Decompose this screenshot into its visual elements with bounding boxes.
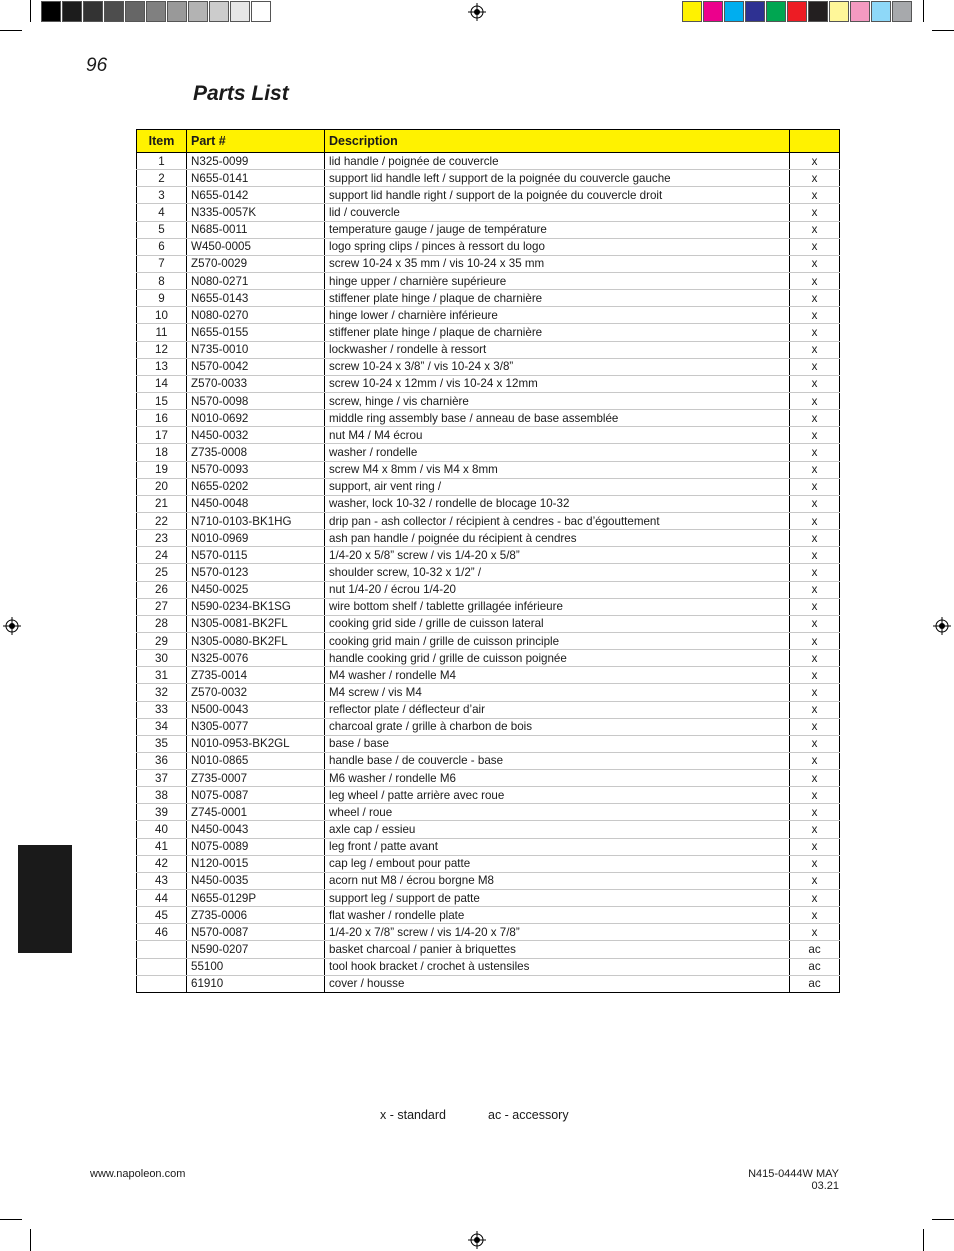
- item-number: 8: [137, 272, 187, 289]
- part-description: cover / housse: [325, 975, 790, 992]
- item-number: 15: [137, 392, 187, 409]
- part-description: temperature gauge / jauge de température: [325, 221, 790, 238]
- table-row: [137, 324, 840, 341]
- part-number: N450-0035: [187, 872, 325, 889]
- table-row: [137, 221, 840, 238]
- part-description: basket charcoal / panier à briquettes: [325, 941, 790, 958]
- part-number: N590-0207: [187, 941, 325, 958]
- part-description: axle cap / essieu: [325, 821, 790, 838]
- part-type-mark: x: [790, 564, 840, 581]
- table-row: [137, 838, 840, 855]
- table-row: [137, 650, 840, 667]
- item-number: 12: [137, 341, 187, 358]
- item-number: 22: [137, 512, 187, 529]
- color-swatch: [787, 1, 807, 22]
- color-swatch: [871, 1, 891, 22]
- part-number: N655-0202: [187, 478, 325, 495]
- part-description: support, air vent ring /: [325, 478, 790, 495]
- part-description: support lid handle left / support de la poignée du couvercle gauche: [325, 170, 790, 187]
- part-description: nut M4 / M4 écrou: [325, 427, 790, 444]
- table-row: [137, 958, 840, 975]
- table-row: [137, 427, 840, 444]
- item-number: [137, 958, 187, 975]
- part-description: reflector plate / déflecteur d’air: [325, 701, 790, 718]
- part-number: N325-0076: [187, 650, 325, 667]
- part-number: 61910: [187, 975, 325, 992]
- item-number: [137, 975, 187, 992]
- part-description: stiffener plate hinge / plaque de charnière: [325, 290, 790, 307]
- table-row: [137, 358, 840, 375]
- part-type-mark: x: [790, 650, 840, 667]
- part-type-mark: x: [790, 307, 840, 324]
- item-number: 2: [137, 170, 187, 187]
- color-swatch: [724, 1, 744, 22]
- part-description: shoulder screw, 10-32 x 1/2” /: [325, 564, 790, 581]
- part-number: N710-0103-BK1HG: [187, 512, 325, 529]
- item-number: 20: [137, 478, 187, 495]
- part-type-mark: x: [790, 392, 840, 409]
- footer-doc-code: N415-0444W MAY 03.21: [748, 1168, 839, 1192]
- part-number: N010-0953-BK2GL: [187, 735, 325, 752]
- crop-mark: [932, 30, 954, 31]
- part-type-mark: x: [790, 907, 840, 924]
- part-description: middle ring assembly base / anneau de base assemblée: [325, 410, 790, 427]
- item-number: 4: [137, 204, 187, 221]
- part-number: N080-0270: [187, 307, 325, 324]
- part-type-mark: x: [790, 718, 840, 735]
- color-swatch: [745, 1, 765, 22]
- part-description: wheel / roue: [325, 804, 790, 821]
- section-tab: [18, 845, 72, 953]
- part-type-mark: ac: [790, 941, 840, 958]
- part-number: N570-0093: [187, 461, 325, 478]
- part-type-mark: x: [790, 855, 840, 872]
- item-number: 11: [137, 324, 187, 341]
- part-type-mark: x: [790, 272, 840, 289]
- part-number: N450-0043: [187, 821, 325, 838]
- item-number: 26: [137, 581, 187, 598]
- part-type-mark: x: [790, 238, 840, 255]
- part-description: wire bottom shelf / tablette grillagée inférieure: [325, 598, 790, 615]
- part-type-mark: x: [790, 187, 840, 204]
- part-description: handle cooking grid / grille de cuisson poignée: [325, 650, 790, 667]
- part-number: Z735-0007: [187, 770, 325, 787]
- table-row: [137, 153, 840, 170]
- table-row: [137, 375, 840, 392]
- item-number: 30: [137, 650, 187, 667]
- item-number: 35: [137, 735, 187, 752]
- table-row: [137, 598, 840, 615]
- color-swatch: [766, 1, 786, 22]
- table-row: [137, 770, 840, 787]
- item-number: 39: [137, 804, 187, 821]
- item-number: 46: [137, 924, 187, 941]
- part-type-mark: x: [790, 838, 840, 855]
- part-description: leg wheel / patte arrière avec roue: [325, 787, 790, 804]
- item-number: 29: [137, 632, 187, 649]
- item-number: [137, 941, 187, 958]
- color-swatch: [230, 1, 250, 22]
- part-number: N500-0043: [187, 701, 325, 718]
- part-number: N570-0042: [187, 358, 325, 375]
- part-type-mark: x: [790, 410, 840, 427]
- color-swatch: [41, 1, 61, 22]
- table-row: [137, 512, 840, 529]
- column-header-mark: [790, 130, 840, 153]
- part-type-mark: x: [790, 375, 840, 392]
- table-row: [137, 290, 840, 307]
- part-description: cooking grid side / grille de cuisson lateral: [325, 615, 790, 632]
- part-number: Z570-0032: [187, 684, 325, 701]
- part-number: N570-0115: [187, 547, 325, 564]
- table-row: [137, 547, 840, 564]
- table-row: [137, 444, 840, 461]
- part-type-mark: x: [790, 701, 840, 718]
- part-description: screw 10-24 x 3/8” / vis 10-24 x 3/8”: [325, 358, 790, 375]
- part-type-mark: x: [790, 804, 840, 821]
- item-number: 37: [137, 770, 187, 787]
- part-number: N120-0015: [187, 855, 325, 872]
- table-row: [137, 187, 840, 204]
- part-number: N735-0010: [187, 341, 325, 358]
- part-type-mark: ac: [790, 958, 840, 975]
- registration-mark-icon: [933, 617, 951, 635]
- part-description: ash pan handle / poignée du récipient à cendres: [325, 530, 790, 547]
- part-number: N075-0089: [187, 838, 325, 855]
- part-number: N655-0141: [187, 170, 325, 187]
- table-row: [137, 804, 840, 821]
- table-row: [137, 735, 840, 752]
- table-row: [137, 975, 840, 992]
- table-row: [137, 632, 840, 649]
- color-swatch: [682, 1, 702, 22]
- part-type-mark: x: [790, 735, 840, 752]
- part-description: M4 screw / vis M4: [325, 684, 790, 701]
- table-row: [137, 581, 840, 598]
- item-number: 7: [137, 255, 187, 272]
- part-number: N305-0077: [187, 718, 325, 735]
- crop-mark: [923, 0, 924, 22]
- item-number: 13: [137, 358, 187, 375]
- part-type-mark: x: [790, 547, 840, 564]
- part-description: stiffener plate hinge / plaque de charnière: [325, 324, 790, 341]
- table-row: [137, 890, 840, 907]
- table-row: [137, 924, 840, 941]
- part-description: lockwasher / rondelle à ressort: [325, 341, 790, 358]
- part-description: leg front / patte avant: [325, 838, 790, 855]
- table-row: [137, 667, 840, 684]
- registration-mark-icon: [3, 617, 21, 635]
- part-type-mark: x: [790, 821, 840, 838]
- column-header-item: Item: [137, 130, 187, 153]
- color-swatch: [146, 1, 166, 22]
- table-header-row: [137, 130, 840, 153]
- part-description: logo spring clips / pinces à ressort du logo: [325, 238, 790, 255]
- table-row: [137, 272, 840, 289]
- part-number: N325-0099: [187, 153, 325, 170]
- color-swatch: [104, 1, 124, 22]
- table-row: [137, 941, 840, 958]
- part-number: Z735-0014: [187, 667, 325, 684]
- item-number: 40: [137, 821, 187, 838]
- item-number: 34: [137, 718, 187, 735]
- part-type-mark: x: [790, 495, 840, 512]
- item-number: 32: [137, 684, 187, 701]
- footer-website: www.napoleon.com: [90, 1168, 186, 1180]
- part-type-mark: x: [790, 890, 840, 907]
- table-row: [137, 392, 840, 409]
- part-type-mark: x: [790, 153, 840, 170]
- part-description: acorn nut M8 / écrou borgne M8: [325, 872, 790, 889]
- part-type-mark: x: [790, 770, 840, 787]
- item-number: 33: [137, 701, 187, 718]
- parts-table: [136, 129, 840, 993]
- part-type-mark: x: [790, 684, 840, 701]
- part-type-mark: x: [790, 427, 840, 444]
- part-description: drip pan - ash collector / récipient à cendres - bac d’égouttement: [325, 512, 790, 529]
- part-number: N655-0155: [187, 324, 325, 341]
- item-number: 5: [137, 221, 187, 238]
- registration-mark-icon: [468, 3, 486, 21]
- part-description: cooking grid main / grille de cuisson principle: [325, 632, 790, 649]
- crop-mark: [0, 1219, 22, 1220]
- item-number: 6: [137, 238, 187, 255]
- part-number: N080-0271: [187, 272, 325, 289]
- part-description: screw 10-24 x 35 mm / vis 10-24 x 35 mm: [325, 255, 790, 272]
- table-row: [137, 307, 840, 324]
- part-number: Z570-0033: [187, 375, 325, 392]
- part-description: 1/4-20 x 5/8” screw / vis 1/4-20 x 5/8”: [325, 547, 790, 564]
- item-number: 19: [137, 461, 187, 478]
- item-number: 45: [137, 907, 187, 924]
- legend-standard: x - standard: [380, 1108, 447, 1122]
- table-row: [137, 461, 840, 478]
- part-number: N010-0865: [187, 752, 325, 769]
- part-type-mark: x: [790, 752, 840, 769]
- color-swatch: [62, 1, 82, 22]
- part-description: screw M4 x 8mm / vis M4 x 8mm: [325, 461, 790, 478]
- part-number: N570-0123: [187, 564, 325, 581]
- item-number: 23: [137, 530, 187, 547]
- part-type-mark: x: [790, 787, 840, 804]
- part-description: screw 10-24 x 12mm / vis 10-24 x 12mm: [325, 375, 790, 392]
- part-type-mark: x: [790, 924, 840, 941]
- table-row: [137, 872, 840, 889]
- part-type-mark: x: [790, 170, 840, 187]
- part-number: N450-0048: [187, 495, 325, 512]
- color-swatch: [892, 1, 912, 22]
- color-swatch: [188, 1, 208, 22]
- color-swatch: [829, 1, 849, 22]
- part-number: 55100: [187, 958, 325, 975]
- part-type-mark: x: [790, 255, 840, 272]
- part-number: N655-0129P: [187, 890, 325, 907]
- item-number: 27: [137, 598, 187, 615]
- column-header-description: Description: [325, 130, 790, 153]
- table-row: [137, 495, 840, 512]
- part-type-mark: x: [790, 598, 840, 615]
- part-type-mark: x: [790, 358, 840, 375]
- item-number: 9: [137, 290, 187, 307]
- table-row: [137, 615, 840, 632]
- part-description: screw, hinge / vis charnière: [325, 392, 790, 409]
- part-description: flat washer / rondelle plate: [325, 907, 790, 924]
- part-description: hinge upper / charnière supérieure: [325, 272, 790, 289]
- part-description: base / base: [325, 735, 790, 752]
- part-description: tool hook bracket / crochet à ustensiles: [325, 958, 790, 975]
- table-row: [137, 787, 840, 804]
- color-swatch: [209, 1, 229, 22]
- part-number: N450-0025: [187, 581, 325, 598]
- part-description: 1/4-20 x 7/8” screw / vis 1/4-20 x 7/8”: [325, 924, 790, 941]
- item-number: 31: [137, 667, 187, 684]
- part-number: Z735-0006: [187, 907, 325, 924]
- table-row: [137, 752, 840, 769]
- part-number: Z735-0008: [187, 444, 325, 461]
- part-type-mark: x: [790, 530, 840, 547]
- part-number: N010-0692: [187, 410, 325, 427]
- crop-mark: [30, 1229, 31, 1251]
- part-number: N075-0087: [187, 787, 325, 804]
- process-color-bar: [682, 1, 913, 22]
- item-number: 18: [137, 444, 187, 461]
- table-row: [137, 701, 840, 718]
- part-description: washer, lock 10-32 / rondelle de blocage 10-32: [325, 495, 790, 512]
- part-type-mark: x: [790, 221, 840, 238]
- part-description: hinge lower / charnière inférieure: [325, 307, 790, 324]
- part-description: nut 1/4-20 / écrou 1/4-20: [325, 581, 790, 598]
- item-number: 16: [137, 410, 187, 427]
- part-description: M6 washer / rondelle M6: [325, 770, 790, 787]
- part-type-mark: x: [790, 290, 840, 307]
- gray-color-bar: [41, 1, 272, 22]
- part-number: N570-0087: [187, 924, 325, 941]
- item-number: 43: [137, 872, 187, 889]
- part-type-mark: x: [790, 632, 840, 649]
- part-description: M4 washer / rondelle M4: [325, 667, 790, 684]
- item-number: 1: [137, 153, 187, 170]
- part-description: lid / couvercle: [325, 204, 790, 221]
- part-type-mark: x: [790, 615, 840, 632]
- item-number: 38: [137, 787, 187, 804]
- crop-mark: [932, 1219, 954, 1220]
- item-number: 10: [137, 307, 187, 324]
- color-swatch: [167, 1, 187, 22]
- color-swatch: [251, 1, 271, 22]
- part-type-mark: x: [790, 444, 840, 461]
- legend-accessory: ac - accessory: [488, 1108, 569, 1122]
- part-description: support lid handle right / support de la poignée du couvercle droit: [325, 187, 790, 204]
- table-row: [137, 907, 840, 924]
- part-description: lid handle / poignée de couvercle: [325, 153, 790, 170]
- part-type-mark: x: [790, 512, 840, 529]
- column-header-part: Part #: [187, 130, 325, 153]
- table-row: [137, 255, 840, 272]
- part-number: Z745-0001: [187, 804, 325, 821]
- part-number: N305-0080-BK2FL: [187, 632, 325, 649]
- part-description: charcoal grate / grille à charbon de bois: [325, 718, 790, 735]
- item-number: 44: [137, 890, 187, 907]
- part-type-mark: x: [790, 667, 840, 684]
- item-number: 28: [137, 615, 187, 632]
- part-type-mark: x: [790, 324, 840, 341]
- color-swatch: [808, 1, 828, 22]
- table-row: [137, 341, 840, 358]
- item-number: 41: [137, 838, 187, 855]
- page-title: Parts List: [193, 82, 289, 105]
- item-number: 25: [137, 564, 187, 581]
- table-row: [137, 821, 840, 838]
- part-description: handle base / de couvercle - base: [325, 752, 790, 769]
- item-number: 17: [137, 427, 187, 444]
- part-number: N590-0234-BK1SG: [187, 598, 325, 615]
- crop-mark: [30, 0, 31, 22]
- part-type-mark: x: [790, 204, 840, 221]
- part-number: N655-0143: [187, 290, 325, 307]
- item-number: 24: [137, 547, 187, 564]
- part-type-mark: x: [790, 341, 840, 358]
- part-number: Z570-0029: [187, 255, 325, 272]
- color-swatch: [125, 1, 145, 22]
- crop-mark: [923, 1229, 924, 1251]
- registration-mark-icon: [468, 1231, 486, 1249]
- part-type-mark: x: [790, 872, 840, 889]
- item-number: 21: [137, 495, 187, 512]
- color-swatch: [850, 1, 870, 22]
- table-row: [137, 204, 840, 221]
- part-number: N570-0098: [187, 392, 325, 409]
- part-number: N305-0081-BK2FL: [187, 615, 325, 632]
- part-number: N655-0142: [187, 187, 325, 204]
- item-number: 42: [137, 855, 187, 872]
- table-row: [137, 855, 840, 872]
- table-row: [137, 410, 840, 427]
- table-row: [137, 238, 840, 255]
- part-type-mark: ac: [790, 975, 840, 992]
- page-number: 96: [86, 55, 108, 76]
- table-row: [137, 530, 840, 547]
- color-swatch: [83, 1, 103, 22]
- table-row: [137, 564, 840, 581]
- part-number: N450-0032: [187, 427, 325, 444]
- table-row: [137, 684, 840, 701]
- item-number: 36: [137, 752, 187, 769]
- color-swatch: [703, 1, 723, 22]
- part-number: N010-0969: [187, 530, 325, 547]
- table-row: [137, 170, 840, 187]
- part-type-mark: x: [790, 461, 840, 478]
- item-number: 14: [137, 375, 187, 392]
- part-number: N335-0057K: [187, 204, 325, 221]
- item-number: 3: [137, 187, 187, 204]
- part-type-mark: x: [790, 478, 840, 495]
- part-description: washer / rondelle: [325, 444, 790, 461]
- part-description: support leg / support de patte: [325, 890, 790, 907]
- table-row: [137, 478, 840, 495]
- part-type-mark: x: [790, 581, 840, 598]
- table-row: [137, 718, 840, 735]
- crop-mark: [0, 30, 22, 31]
- part-number: W450-0005: [187, 238, 325, 255]
- part-number: N685-0011: [187, 221, 325, 238]
- part-description: cap leg / embout pour patte: [325, 855, 790, 872]
